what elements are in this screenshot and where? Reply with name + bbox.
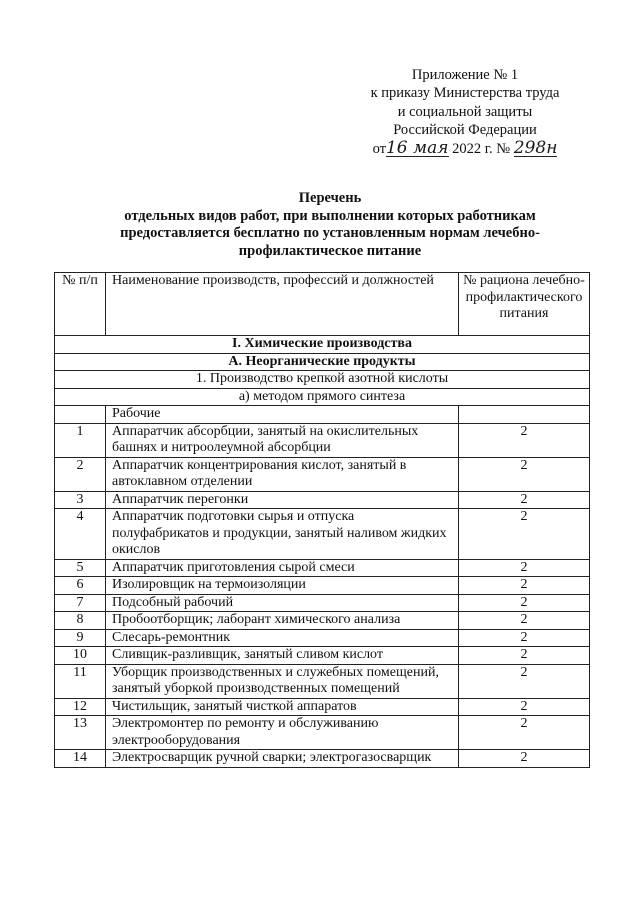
table-row <box>55 457 590 491</box>
table-row <box>55 423 590 457</box>
appendix-title: Приложение № 1 <box>411 67 519 83</box>
row-ration: 2 <box>459 491 590 509</box>
row-name: Чистильщик, занятый чисткой аппаратов <box>106 698 459 716</box>
section-row <box>55 353 590 371</box>
row-ration: 2 <box>459 509 590 560</box>
table-row <box>55 629 590 647</box>
table-row <box>55 664 590 698</box>
row-name: Аппаратчик абсорбции, занятый на окислительных башнях и нитроолеумной абсорбции <box>106 423 459 457</box>
row-name: Аппаратчик подготовки сырья и отпуска полуфабрикатов и продукции, занятый наливом жидких окислов <box>106 509 459 560</box>
appendix-order-ref: к приказу Министерства труда <box>370 85 560 102</box>
row-name: Аппаратчик перегонки <box>106 491 459 509</box>
row-name: Электромонтер по ремонту и обслуживанию электрооборудования <box>106 716 459 750</box>
row-name: Уборщик производственных и служебных помещений, занятый уборкой производственных помещений <box>106 664 459 698</box>
row-ration: 2 <box>459 629 590 647</box>
subsection-row <box>55 371 590 389</box>
row-num: 4 <box>55 509 106 560</box>
row-ration: 2 <box>459 647 590 665</box>
row-num: 11 <box>55 664 106 698</box>
row-ration: 2 <box>459 612 590 630</box>
row-num: 3 <box>55 491 106 509</box>
date-prefix: от <box>372 140 386 157</box>
subsection-row <box>55 388 590 406</box>
row-num: 12 <box>55 698 106 716</box>
appendix-block <box>350 66 580 158</box>
row-ration: 2 <box>459 559 590 577</box>
row-ration: 2 <box>459 716 590 750</box>
section-row <box>55 336 590 354</box>
row-ration: 2 <box>459 750 590 768</box>
table-row <box>55 577 590 595</box>
table-header-row <box>55 273 590 336</box>
header-name: Наименование производств, профессий и должностей <box>106 273 459 336</box>
handwritten-order-number: 298н <box>513 137 558 158</box>
header-num: № п/п <box>55 273 106 336</box>
appendix-date-line <box>350 137 580 158</box>
appendix-ministry: и социальной защиты <box>397 103 533 120</box>
title-line-2: отдельных видов работ, при выполнении которых работникам <box>124 207 536 224</box>
appendix-country: Российской Федерации <box>393 122 537 139</box>
works-table <box>54 272 590 768</box>
table-row <box>55 509 590 560</box>
row-num: 2 <box>55 457 106 491</box>
row-num: 5 <box>55 559 106 577</box>
row-num: 9 <box>55 629 106 647</box>
row-ration: 2 <box>459 664 590 698</box>
date-year: 2022 г. № <box>452 140 511 157</box>
subsection-nitric-acid: 1. Производство крепкой азотной кислоты <box>55 371 590 389</box>
row-ration: 2 <box>459 577 590 595</box>
title-line-4: профилактическое питание <box>238 242 422 259</box>
row-name: Подсобный рабочий <box>106 594 459 612</box>
row-num: 13 <box>55 716 106 750</box>
title-line-1: Перечень <box>298 190 362 206</box>
document-title <box>60 190 600 260</box>
row-ration: 2 <box>459 457 590 491</box>
row-name: Слесарь-ремонтник <box>106 629 459 647</box>
title-line-3: предоставляется бесплатно по установленным нормам лечебно- <box>120 225 540 241</box>
row-ration: 2 <box>459 698 590 716</box>
table-row <box>55 750 590 768</box>
row-name: Аппаратчик концентрирования кислот, занятый в автоклавном отделении <box>106 457 459 491</box>
row-num: 8 <box>55 612 106 630</box>
row-name: Электросварщик ручной сварки; электрогазосварщик <box>106 750 459 768</box>
section-chemical: I. Химические производства <box>55 336 590 354</box>
handwritten-date: 16 мая <box>385 137 449 158</box>
section-inorganic: А. Неорганические продукты <box>55 353 590 371</box>
row-name: Пробоотборщик; лаборант химического анализа <box>106 612 459 630</box>
table-row <box>55 491 590 509</box>
subsection-direct-synthesis: а) методом прямого синтеза <box>55 388 590 406</box>
row-name: Изолировщик на термоизоляции <box>106 577 459 595</box>
table-row <box>55 612 590 630</box>
table-row <box>55 647 590 665</box>
row-num: 1 <box>55 423 106 457</box>
group-num-cell <box>55 406 106 424</box>
table-row <box>55 716 590 750</box>
row-num: 7 <box>55 594 106 612</box>
table-row <box>55 559 590 577</box>
row-name: Аппаратчик приготовления сырой смеси <box>106 559 459 577</box>
row-num: 6 <box>55 577 106 595</box>
row-name: Сливщик-разливщик, занятый сливом кислот <box>106 647 459 665</box>
row-ration: 2 <box>459 423 590 457</box>
group-row <box>55 406 590 424</box>
table-row <box>55 698 590 716</box>
table-body <box>55 336 590 768</box>
table-row <box>55 594 590 612</box>
group-label: Рабочие <box>106 406 459 424</box>
row-num: 14 <box>55 750 106 768</box>
row-num: 10 <box>55 647 106 665</box>
row-ration: 2 <box>459 594 590 612</box>
group-ration-cell <box>459 406 590 424</box>
header-ration: № рациона лечебно-профилактического питания <box>459 273 590 336</box>
